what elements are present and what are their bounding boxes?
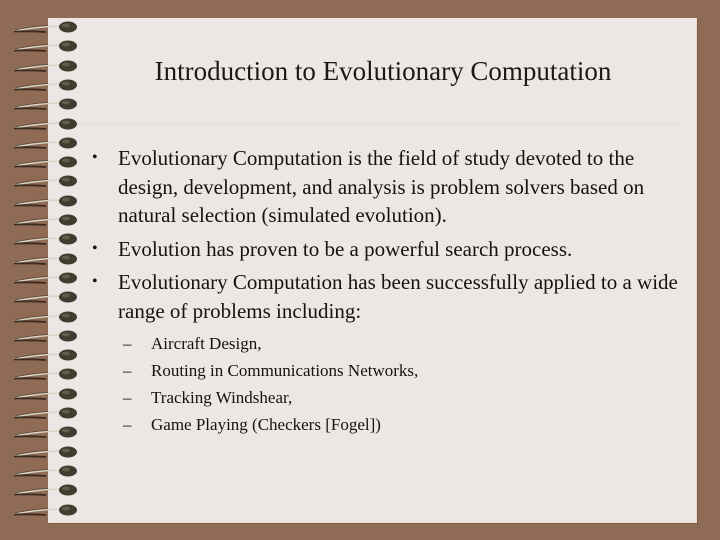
sub-bullet-item [90, 357, 690, 384]
dash-icon: – [123, 388, 132, 407]
spiral-binding-ring-icon [0, 58, 90, 74]
spiral-binding-ring-icon [0, 251, 90, 267]
spiral-binding-ring-icon [0, 502, 90, 518]
spiral-binding-ring-icon [0, 289, 90, 305]
bullet-item [90, 268, 690, 325]
dash-icon: – [123, 361, 132, 380]
spiral-binding-ring-icon [0, 347, 90, 363]
spiral-binding-ring-icon [0, 173, 90, 189]
sub-bullet-text: Game Playing (Checkers [Fogel]) [151, 415, 381, 434]
spiral-binding-ring-icon [0, 154, 90, 170]
sub-bullet-item [90, 384, 690, 411]
slide-body [90, 144, 690, 438]
bullet-icon: • [92, 149, 98, 166]
dash-icon: – [123, 334, 132, 353]
bullet-text: Evolutionary Computation has been successfully applied to a wide range of problems including: [118, 270, 678, 323]
spiral-binding-ring-icon [0, 116, 90, 132]
spiral-binding-ring-icon [0, 77, 90, 93]
spiral-binding-ring-icon [0, 405, 90, 421]
sub-bullet-text: Aircraft Design, [151, 334, 262, 353]
bullet-text: Evolutionary Computation is the field of study devoted to the design, development, and analysis is problem solvers based on natural selection (simulated evolution). [118, 146, 645, 227]
bullet-item [90, 144, 690, 230]
spiral-binding-ring-icon [0, 38, 90, 54]
spiral-binding-ring-icon [0, 444, 90, 460]
sub-bullet-text: Routing in Communications Networks, [151, 361, 419, 380]
spiral-binding-ring-icon [0, 482, 90, 498]
spiral-binding-ring-icon [0, 366, 90, 382]
spiral-binding-ring-icon [0, 309, 90, 325]
spiral-binding-ring-icon [0, 96, 90, 112]
spiral-binding-ring-icon [0, 135, 90, 151]
spiral-binding-ring-icon [0, 424, 90, 440]
spiral-binding-ring-icon [0, 270, 90, 286]
spiral-binding-ring-icon [0, 463, 90, 479]
slide-title: Introduction to Evolutionary Computation [154, 56, 612, 86]
bullet-text: Evolution has proven to be a powerful search process. [118, 236, 573, 261]
spiral-binding-ring-icon [0, 231, 90, 247]
sub-bullet-text: Tracking Windshear, [151, 388, 293, 407]
sub-bullet-item [90, 330, 690, 357]
bullet-item [90, 235, 690, 264]
sub-bullet-list [90, 330, 690, 438]
spiral-binding-ring-icon [0, 328, 90, 344]
title-divider [60, 124, 685, 125]
spiral-binding-ring-icon [0, 19, 90, 35]
dash-icon: – [123, 415, 132, 434]
bullet-icon: • [92, 239, 98, 257]
spiral-binding-ring-icon [0, 212, 90, 228]
sub-bullet-item [90, 411, 690, 438]
spiral-binding-ring-icon [0, 386, 90, 402]
bullet-icon: • [92, 273, 98, 290]
spiral-binding-ring-icon [0, 193, 90, 209]
